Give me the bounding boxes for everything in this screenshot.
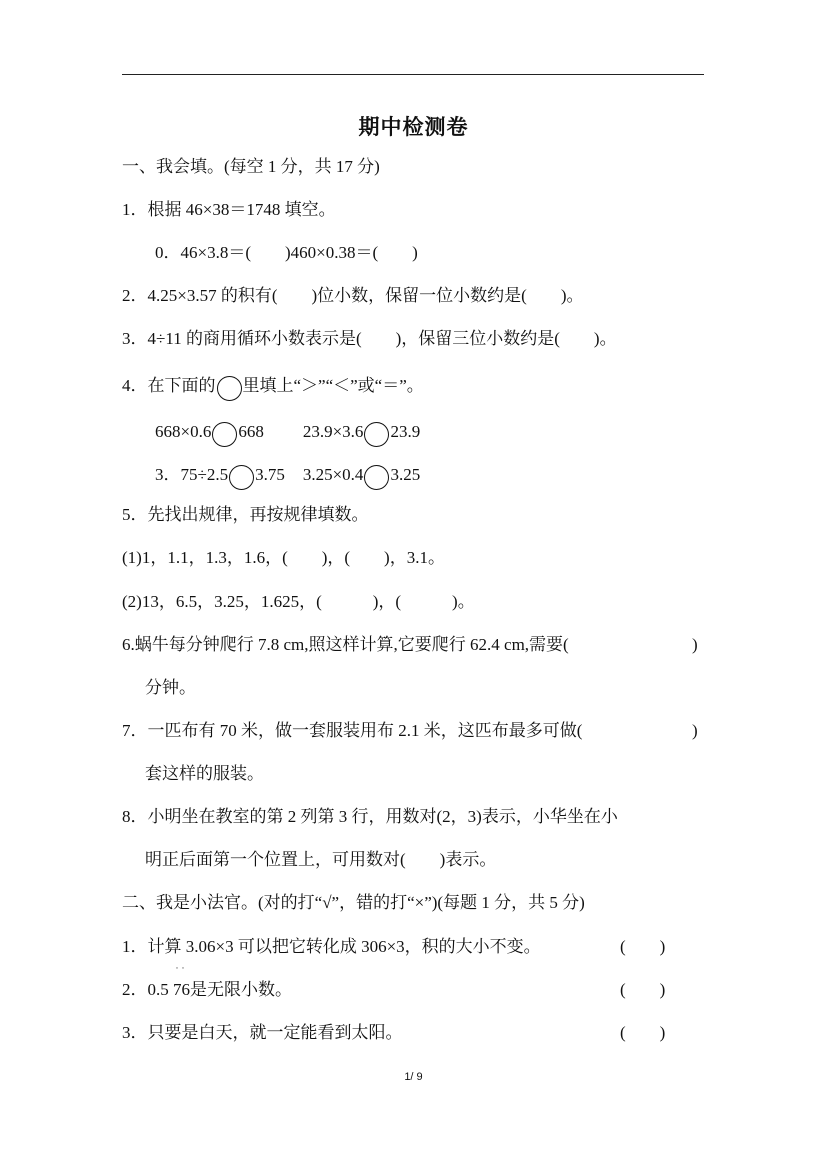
page-number: 1/ 9: [404, 1071, 423, 1083]
judge-3: 3．只要是白天，就一定能看到太阳。: [122, 1023, 403, 1042]
compare-mid-1: 668: [238, 422, 264, 441]
question-8-line-1: 8．小明坐在教室的第 2 列第 3 行，用数对(2，3)表示，小华坐在小: [122, 807, 618, 826]
compare-right-2: 3.25×0.4: [302, 465, 364, 484]
question-4-row-2: [155, 463, 420, 490]
question-4: [122, 374, 424, 401]
question-7-line-1: 7．一匹布有 70 米，做一套服装用布 2.1 米，这匹布最多可做(: [122, 721, 583, 740]
repeat-digits-text: 76: [173, 980, 190, 999]
question-3: 3．4÷11 的商用循环小数表示是( )，保留三位小数约是( )。: [122, 329, 617, 348]
judge-2-suffix: 是无限小数。: [190, 980, 292, 999]
page-title: 期中检测卷: [358, 115, 469, 139]
question-7-line-2: 套这样的服装。: [145, 764, 264, 783]
compare-end-1: 23.9: [390, 422, 421, 441]
question-5: 5．先找出规律，再按规律填数。: [122, 505, 369, 524]
compare-circle-icon: [364, 422, 389, 447]
question-1-blanks: 0．46×3.8＝( )460×0.38＝( ): [155, 243, 418, 262]
judge-2-prefix: 2．0.5: [122, 980, 169, 999]
judge-3-answer: ( ): [620, 1023, 666, 1042]
compare-circle-icon: [217, 376, 242, 401]
compare-left-2: 3．75÷2.5: [155, 465, 229, 484]
compare-end-2: 3.25: [390, 465, 421, 484]
compare-mid-2: 3.75: [255, 465, 285, 484]
question-6-line-2: 分钟。: [145, 678, 196, 697]
section1-heading: 一、我会填。(每空 1 分，共 17 分): [122, 157, 380, 176]
question-5-part-1: (1)1，1.1，1.3，1.6，( )，( )，3.1。: [122, 548, 445, 567]
question-1: 1．根据 46×38＝1748 填空。: [122, 200, 336, 219]
header-rule: [122, 74, 704, 75]
question-4-suffix: 里填上“＞”“＜”或“＝”。: [242, 376, 424, 395]
question-4-prefix: 4．在下面的: [122, 376, 216, 395]
repeating-digits: [173, 963, 190, 1002]
compare-circle-icon: [364, 465, 389, 490]
compare-circle-icon: [212, 422, 237, 447]
question-4-row-1: [155, 420, 420, 447]
question-5-part-2: (2)13，6.5，3.25，1.625，( )，( )。: [122, 592, 475, 611]
question-6-line-1: 6.蜗牛每分钟爬行 7.8 cm,照这样计算,它要爬行 62.4 cm,需要(: [122, 635, 569, 654]
judge-1-answer: ( ): [620, 937, 666, 956]
section2-heading: 二、我是小法官。(对的打“√”，错的打“×”)(每题 1 分，共 5 分): [122, 893, 585, 912]
compare-left-1: 668×0.6: [155, 422, 212, 441]
question-7-close-paren: ): [692, 721, 698, 740]
compare-right-1: 23.9×3.6: [302, 422, 364, 441]
judge-2: [122, 963, 292, 1002]
question-2: 2．4.25×3.57 的积有( )位小数，保留一位小数约是( )。: [122, 286, 584, 305]
judge-1: 1．计算 3.06×3 可以把它转化成 306×3，积的大小不变。: [122, 937, 541, 956]
question-6-close-paren: ): [692, 635, 698, 654]
repeat-dots: ··: [175, 963, 188, 973]
compare-circle-icon: [229, 465, 254, 490]
judge-2-answer: ( ): [620, 980, 666, 999]
question-8-line-2: 明正后面第一个位置上，可用数对( )表示。: [145, 850, 497, 869]
